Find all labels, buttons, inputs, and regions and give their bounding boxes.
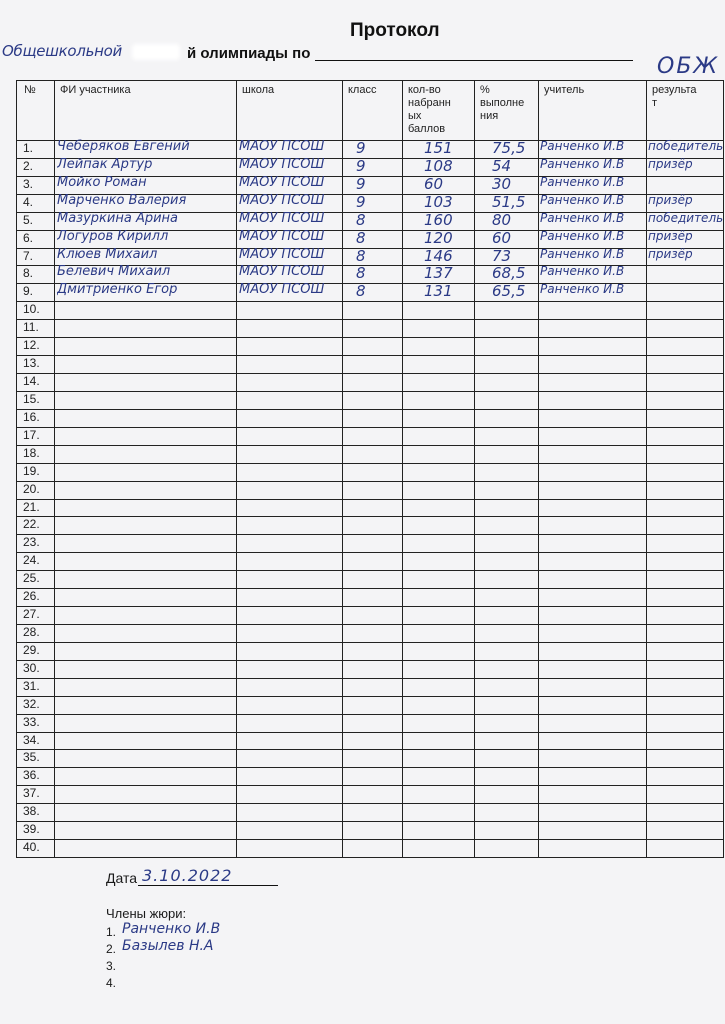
cell-name: Логуров Кирилл <box>57 228 169 244</box>
cell-percent cell-num: 80 <box>492 210 512 229</box>
row-number: 9. <box>23 284 34 299</box>
cell-percent cell-num: 75,5 <box>492 139 526 157</box>
heading-text: й олимпиады по <box>187 45 311 62</box>
row-number: 36. <box>23 768 40 783</box>
row-number: 1. <box>23 141 34 155</box>
table-hline <box>16 516 724 517</box>
column-header <box>24 84 36 97</box>
cell-teacher: Ранченко И.В <box>540 246 625 261</box>
cell-name: Дмитриенко Егор <box>57 282 178 298</box>
row-number: 28. <box>23 624 40 639</box>
row-number: 27. <box>23 607 40 622</box>
jury-member-signature: Ранченко И.В <box>122 921 221 937</box>
cell-school: МАОУ ПСОШ <box>239 139 325 154</box>
row-number: 18. <box>23 445 40 460</box>
row-number: 22. <box>23 517 40 532</box>
page-title: Протокол <box>350 20 440 41</box>
cell-grade cell-num: 8 <box>356 228 366 247</box>
jury-number: 4. <box>106 976 117 990</box>
cell-grade cell-num: 8 <box>356 264 366 283</box>
row-number: 37. <box>23 786 40 801</box>
jury-number: 2. <box>106 942 117 956</box>
cell-score cell-num: 160 <box>424 210 453 229</box>
cell-grade cell-num: 8 <box>356 246 366 265</box>
cell-result: призёр <box>648 192 693 207</box>
row-number: 5. <box>23 212 34 227</box>
table-hline <box>16 499 724 500</box>
table-hline <box>16 427 724 428</box>
cell-percent cell-num: 51,5 <box>492 192 526 211</box>
column-header <box>480 84 524 123</box>
cell-score cell-num: 146 <box>424 246 453 265</box>
table-hline <box>16 642 724 643</box>
column-header-line: набранн <box>408 97 451 109</box>
column-header <box>242 84 274 97</box>
cell-percent cell-num: 60 <box>492 228 512 247</box>
cell-name: Чеберяков Евгений <box>57 139 190 154</box>
table-hline <box>16 696 724 697</box>
table-hline <box>16 463 724 464</box>
table-hline <box>16 409 724 410</box>
table-vline <box>474 80 475 857</box>
table-hline <box>16 821 724 822</box>
row-number: 4. <box>23 194 34 209</box>
column-header-line: кол-во <box>408 84 441 96</box>
jury-number: 1. <box>106 925 117 939</box>
table-vline <box>723 80 724 857</box>
column-header-line: баллов <box>408 123 446 135</box>
cell-grade cell-num: 9 <box>356 156 366 175</box>
cell-teacher: Ранченко И.В <box>540 282 625 297</box>
table-hline <box>16 839 724 840</box>
cell-grade cell-num: 9 <box>356 174 366 193</box>
row-number: 6. <box>23 230 34 245</box>
cell-name: Мойко Роман <box>57 174 147 190</box>
column-header-line: ния <box>480 110 499 122</box>
row-number: 26. <box>23 589 40 604</box>
cell-percent cell-num: 65,5 <box>492 282 526 301</box>
column-header-line: школа <box>242 84 275 96</box>
cell-result: победитель <box>648 139 724 153</box>
row-number: 39. <box>23 822 40 837</box>
table-vline <box>538 80 539 857</box>
row-number: 7. <box>23 248 34 263</box>
table-hline <box>16 857 724 858</box>
date-label: Дата <box>106 870 138 886</box>
cell-score cell-num: 131 <box>424 282 453 301</box>
subject-value: ОБЖ <box>657 54 720 79</box>
table-hline <box>16 785 724 786</box>
row-number: 19. <box>23 463 40 478</box>
column-header-line: ых <box>408 110 422 122</box>
row-number: 29. <box>23 642 40 657</box>
table-hline <box>16 588 724 589</box>
date-underline <box>138 885 278 886</box>
table-hline <box>16 570 724 571</box>
cell-score cell-num: 151 <box>424 139 453 157</box>
date-value: 3.10.2022 <box>142 866 233 885</box>
column-header <box>652 84 697 110</box>
cell-teacher: Ранченко И.В <box>540 264 625 279</box>
cell-grade cell-num: 8 <box>356 282 366 301</box>
table-hline <box>16 767 724 768</box>
cell-school: МАОУ ПСОШ <box>239 156 325 172</box>
cell-name: Марченко Валерия <box>57 192 187 208</box>
cell-school: МАОУ ПСОШ <box>239 282 325 298</box>
jury-member-signature: Базылев Н.А <box>122 938 214 954</box>
row-number: 25. <box>23 571 40 586</box>
cell-school: МАОУ ПСОШ <box>239 192 325 208</box>
subject-underline <box>315 54 720 79</box>
cell-percent cell-num: 68,5 <box>492 264 526 283</box>
cell-score cell-num: 120 <box>424 228 453 247</box>
table-vline <box>236 80 237 857</box>
table-hline <box>16 301 724 302</box>
cell-school: МАОУ ПСОШ <box>239 174 325 190</box>
column-header-line: № <box>24 84 36 96</box>
results-table <box>16 80 724 857</box>
column-header-line: ФИ участника <box>60 84 131 96</box>
table-vline <box>402 80 403 857</box>
table-vline <box>54 80 55 857</box>
cell-score cell-num: 103 <box>424 192 453 211</box>
cell-name: Лейпак Артур <box>57 156 153 172</box>
row-number: 2. <box>23 158 34 173</box>
row-number: 35. <box>23 750 40 765</box>
cell-school: МАОУ ПСОШ <box>239 246 325 262</box>
cell-teacher: Ранченко И.В <box>540 139 625 153</box>
heading-line <box>0 42 725 79</box>
column-header <box>348 84 376 97</box>
cell-percent cell-num: 30 <box>492 174 512 193</box>
cell-result: призёр <box>648 246 693 261</box>
row-number: 20. <box>23 481 40 496</box>
row-number: 14. <box>23 374 40 389</box>
row-number: 11. <box>23 320 39 335</box>
cell-result: призёр <box>648 228 693 243</box>
row-number: 3. <box>23 176 34 191</box>
table-hline <box>16 714 724 715</box>
column-header <box>60 84 131 97</box>
row-number: 10. <box>23 302 40 317</box>
row-number: 33. <box>23 714 40 729</box>
cell-teacher: Ранченко И.В <box>540 210 625 225</box>
row-number: 13. <box>23 356 40 371</box>
row-number: 32. <box>23 696 40 711</box>
cell-score cell-num: 60 <box>424 174 444 193</box>
table-hline <box>16 319 724 320</box>
row-number: 17. <box>23 427 40 442</box>
cell-grade cell-num: 8 <box>356 210 366 229</box>
cell-result: призёр <box>648 156 693 171</box>
cell-grade cell-num: 9 <box>356 139 366 157</box>
cell-school: МАОУ ПСОШ <box>239 210 325 226</box>
table-hline <box>16 552 724 553</box>
cell-school: МАОУ ПСОШ <box>239 228 325 244</box>
table-hline <box>16 391 724 392</box>
row-number: 16. <box>23 409 40 424</box>
cell-teacher: Ранченко И.В <box>540 228 625 243</box>
table-hline <box>16 732 724 733</box>
table-vline <box>342 80 343 857</box>
row-number: 31. <box>23 678 40 693</box>
table-hline <box>16 481 724 482</box>
column-header <box>408 84 451 136</box>
table-vline <box>646 80 647 857</box>
cell-teacher: Ранченко И.В <box>540 156 625 171</box>
cell-percent cell-num: 73 <box>492 246 512 265</box>
cell-teacher: Ранченко И.В <box>540 174 625 189</box>
cell-name: Белевич Михаил <box>57 264 171 280</box>
row-number: 8. <box>23 266 34 281</box>
table-hline <box>16 355 724 356</box>
column-header-line: т <box>652 97 658 109</box>
row-number: 23. <box>23 535 40 550</box>
jury-label: Члены жюри: <box>106 906 187 921</box>
table-hline <box>16 749 724 750</box>
table-vline <box>16 80 17 857</box>
row-number: 30. <box>23 660 40 675</box>
cell-score cell-num: 108 <box>424 156 453 175</box>
row-number: 21. <box>23 499 40 514</box>
table-hline <box>16 445 724 446</box>
cell-percent cell-num: 54 <box>492 156 512 175</box>
cell-result: победитель <box>648 210 724 225</box>
row-number: 40. <box>23 840 40 855</box>
jury-number: 3. <box>106 959 117 973</box>
column-header <box>544 84 584 97</box>
column-header-line: класс <box>348 84 377 96</box>
redacted-area <box>132 44 180 60</box>
table-hline <box>16 678 724 679</box>
cell-name: Мазуркина Арина <box>57 210 178 226</box>
row-number: 34. <box>23 732 40 747</box>
table-hline <box>16 80 724 81</box>
row-number: 15. <box>23 391 40 406</box>
heading-handwritten-prefix: Общешкольной <box>2 42 122 60</box>
table-hline <box>16 624 724 625</box>
column-header-line: результа <box>652 84 697 96</box>
table-hline <box>16 660 724 661</box>
cell-teacher: Ранченко И.В <box>540 192 625 207</box>
table-hline <box>16 534 724 535</box>
cell-score cell-num: 137 <box>424 264 453 283</box>
column-header-line: % <box>480 84 490 96</box>
table-hline <box>16 803 724 804</box>
row-number: 24. <box>23 553 40 568</box>
cell-grade cell-num: 9 <box>356 192 366 211</box>
cell-name: Клюев Михаил <box>57 246 158 262</box>
column-header-line: выполне <box>480 97 525 109</box>
table-hline <box>16 373 724 374</box>
column-header-line: учитель <box>544 84 585 96</box>
cell-school: МАОУ ПСОШ <box>239 264 325 280</box>
table-hline <box>16 606 724 607</box>
row-number: 12. <box>23 338 40 353</box>
row-number: 38. <box>23 804 40 819</box>
table-hline <box>16 337 724 338</box>
